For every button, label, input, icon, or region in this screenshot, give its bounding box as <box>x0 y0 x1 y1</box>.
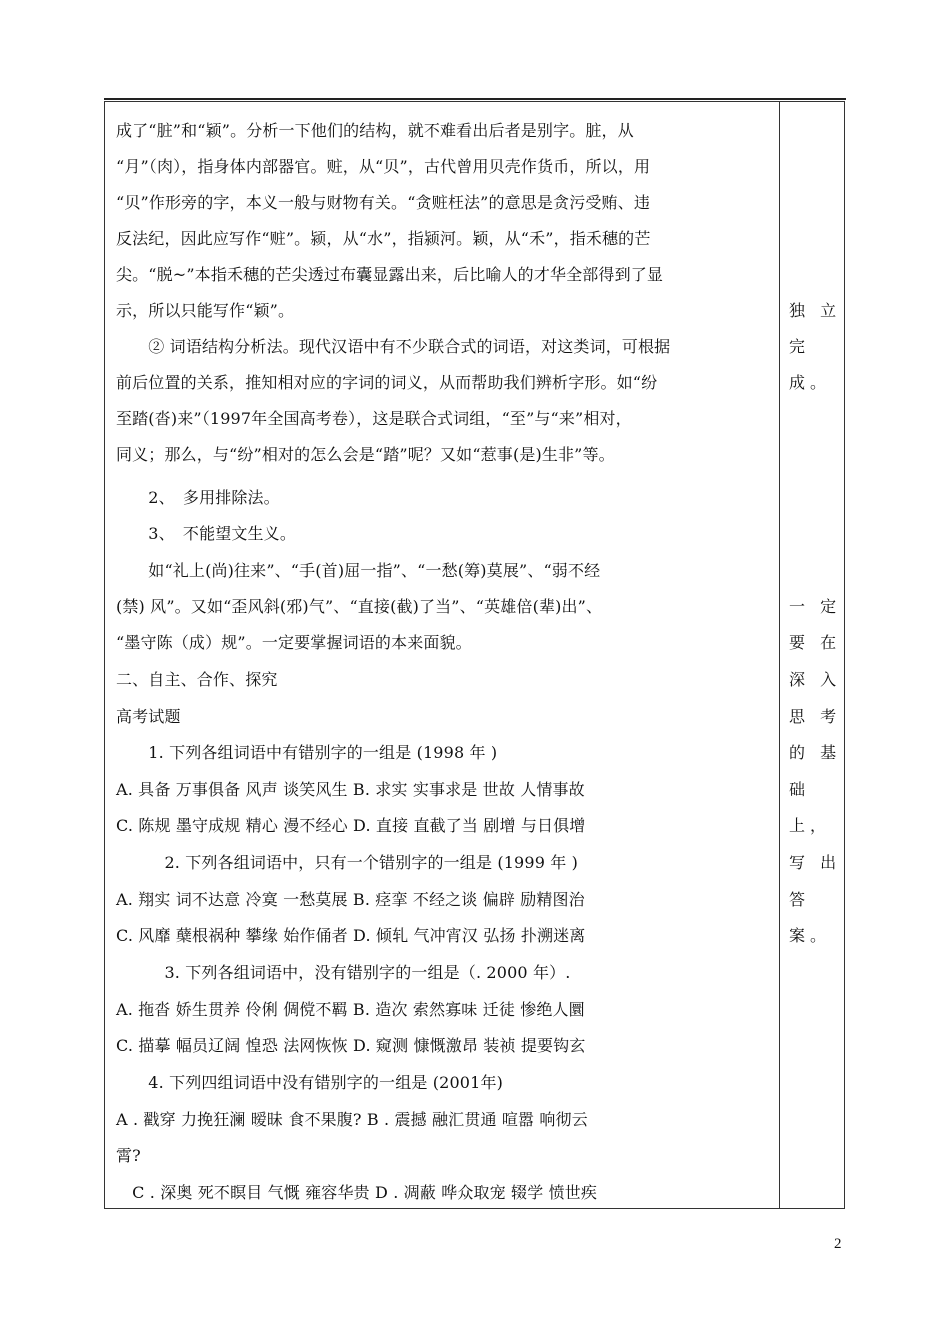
option-line: 霄? <box>116 1146 141 1165</box>
question-line: 1. 下列各组词语中有错别字的一组是 (1998 年 ) <box>116 743 498 762</box>
text-line: 同义；那么，与“纷”相对的怎么会是“踏”呢？又如“惹事(是)生非”等。 <box>116 445 615 464</box>
side-note-line: 答 <box>789 890 811 909</box>
text-line: “月”（肉），指身体内部器官。赃，从“贝”，古代曾用贝壳作货币，所以，用 <box>116 157 651 176</box>
option-line: A . 戳穿 力挽狂澜 暧昧 食不果腹? B . 震撼 融汇贯通 喧嚣 响彻云 <box>116 1110 588 1129</box>
option-line: A. 具备 万事俱备 风声 谈笑风生 B. 求实 实事求是 世故 人情事故 <box>116 780 585 799</box>
question-line: 4. 下列四组词语中没有错别字的一组是 (2001年) <box>116 1073 503 1092</box>
side-note-line: 案。 <box>789 926 832 945</box>
side-note-line: 写 出 <box>789 853 842 872</box>
side-note-line: 上， <box>789 816 832 835</box>
text-line: 如“礼上(尚)往来”、“手(首)屈一指”、“一愁(筹)莫展”、“弱不经 <box>116 561 601 580</box>
column-divider <box>779 102 780 1208</box>
side-note-line: 成。 <box>789 373 832 392</box>
text-line: 反法纪，因此应写作“赃”。颍，从“水”，指颍河。颖，从“禾”，指禾穗的芒 <box>116 229 651 248</box>
question-line: 2. 下列各组词语中，只有一个错别字的一组是 (1999 年 ) <box>116 853 579 872</box>
text-line: “贝”作形旁的字，本义一般与财物有关。“贪赃枉法”的意思是贪污受贿、违 <box>116 193 650 212</box>
side-note-line: 深 入 <box>789 670 842 689</box>
text-line: “墨守陈（成）规”。一定要掌握词语的本来面貌。 <box>116 633 472 652</box>
content-table <box>104 101 845 1209</box>
text-line: 至踏(沓)来”（1997年全国高考卷），这是联合式词组，“至”与“来”相对， <box>116 409 632 428</box>
text-line: 成了“脏”和“颖”。分析一下他们的结构，就不难看出后者是别字。脏，从 <box>116 121 634 140</box>
section-heading: 二、自主、合作、探究 <box>116 670 278 689</box>
text-line: 3、 不能望文生义。 <box>116 524 296 543</box>
option-line: A. 拖沓 娇生贯养 伶俐 倜傥不羁 B. 造次 索然寡味 迁徒 惨绝人圜 <box>116 1000 585 1019</box>
option-line: A. 翔实 词不达意 冷寞 一愁莫展 B. 痉挛 不经之谈 偏辟 励精图治 <box>116 890 585 909</box>
option-line: C. 描摹 幅员辽阔 惶恐 法网恢恢 D. 窥测 慷慨激昂 装祯 提要钩玄 <box>116 1036 586 1055</box>
side-note-line: 完 <box>789 337 811 356</box>
option-line: C . 深奥 死不瞑目 气慨 雍容华贵 D . 凋蔽 哗众取宠 辍学 愤世疾 <box>116 1183 598 1202</box>
side-note-line: 要 在 <box>789 633 842 652</box>
option-line: C. 风靡 蘖根祸种 攀缘 始作俑者 D. 倾轧 气冲宵汉 弘扬 扑溯迷离 <box>116 926 586 945</box>
top-rule <box>104 98 846 100</box>
subheading: 高考试题 <box>116 707 181 726</box>
text-line: 前后位置的关系，推知相对应的字词的词义，从而帮助我们辨析字形。如“纷 <box>116 373 658 392</box>
text-line: 2、 多用排除法。 <box>116 488 280 507</box>
text-line: 示，所以只能写作“颖”。 <box>116 301 295 320</box>
side-note-line: 一 定 <box>789 597 842 616</box>
page-number: 2 <box>834 1236 842 1252</box>
side-note-line: 思 考 <box>789 707 842 726</box>
text-line: (禁) 风”。又如“歪风斜(邪)气”、“直接(截)了当”、“英雄倍(辈)出”、 <box>116 597 603 616</box>
side-note-line: 的 基 <box>789 743 842 762</box>
text-line: 尖。“脱~”本指禾穗的芒尖透过布囊显露出来，后比喻人的才华全部得到了显 <box>116 265 664 284</box>
text-line: ② 词语结构分析法。现代汉语中有不少联合式的词语，对这类词，可根据 <box>116 337 671 356</box>
side-note-line: 础 <box>789 780 811 799</box>
side-note-line: 独 立 <box>789 301 842 320</box>
question-line: 3. 下列各组词语中，没有错别字的一组是（. 2000 年）. <box>116 963 571 982</box>
option-line: C. 陈规 墨守成规 精心 漫不经心 D. 直接 直截了当 剧增 与日俱增 <box>116 816 586 835</box>
